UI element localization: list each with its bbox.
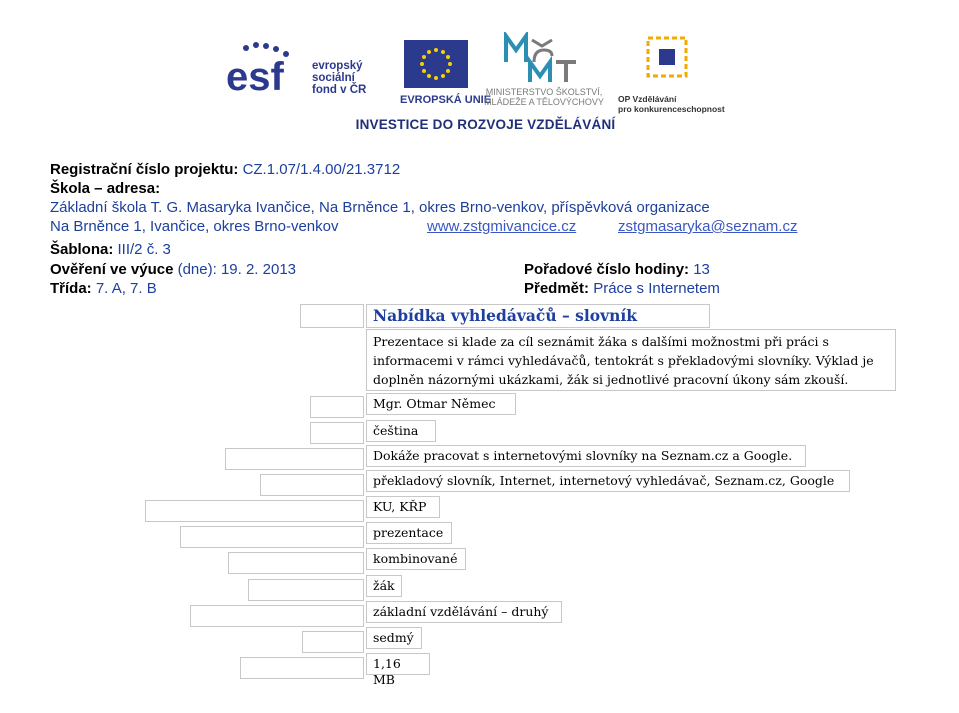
subject-line [524, 279, 720, 298]
school-label-text: Škola – adresa: [50, 180, 161, 197]
meta-value: čeština [366, 420, 436, 442]
subject-value: Práce s Internetem [593, 280, 720, 297]
label-cell [145, 500, 364, 522]
meta-value: Mgr. Otmar Němec [366, 393, 516, 415]
esf-text [312, 60, 366, 96]
meta-value: Dokáže pracovat s internetovými slovníky na Seznam.cz a Google. [366, 445, 806, 467]
msmt-text [469, 87, 619, 107]
meta-value: KU, KŘP [366, 496, 440, 518]
lesson-value: 13 [693, 261, 710, 278]
meta-value: základní vzdělávání – druhý [366, 601, 562, 623]
label-cell [190, 605, 364, 627]
lesson-label: Pořadové číslo hodiny: [524, 261, 690, 278]
meta-value-annotation: Prezentace si klade za cíl seznámit žáka s dalšími možnostmi při práci s informacemi v rámci vyhledávačů, tentokrát s překladovými slovníky. Výklad je doplněn názornými ukázkami, žák si jednotlivé pracovní úkony sám zkouší. [366, 329, 896, 391]
label-cell [225, 448, 364, 470]
logo-banner [204, 14, 767, 147]
meta-value: žák [366, 575, 402, 597]
op-logo-icon [644, 34, 690, 86]
school-address-line2 [50, 217, 338, 236]
lesson-line [524, 260, 710, 279]
class-value: 7. A, 7. B [95, 280, 157, 297]
label-cell [302, 631, 364, 653]
msmt-line: MINISTERSTVO ŠKOLSTVÍ, [485, 87, 603, 97]
template-line [50, 240, 171, 259]
verify-value: (dne): 19. 2. 2013 [177, 261, 297, 278]
op-text [618, 94, 743, 114]
reg-value: CZ.1.07/1.4.00/21.3712 [242, 161, 401, 178]
meta-value: sedmý [366, 627, 422, 649]
school-label [50, 179, 160, 198]
msmt-line: MLÁDEŽE A TĚLOVÝCHOVY [484, 97, 604, 107]
label-cell [228, 552, 364, 574]
label-cell [310, 396, 364, 418]
eu-flag-icon [404, 40, 468, 88]
esf-logo-icon [226, 40, 301, 92]
eu-label: EVROPSKÁ UNIE [400, 94, 492, 106]
label-cell [300, 304, 364, 328]
meta-value: překladový slovník, Internet, internetový vyhledávač, Seznam.cz, Google [366, 470, 850, 492]
svg-text:esf: esf [226, 55, 284, 92]
reg-label: Registrační číslo projektu: [50, 161, 239, 178]
label-cell [260, 474, 364, 496]
email-link[interactable]: zstgmasaryka@seznam.cz [618, 218, 798, 235]
esf-line: sociální [312, 72, 355, 84]
verify-line [50, 260, 296, 279]
op-line: OP Vzdělávání [618, 94, 677, 104]
label-cell [248, 579, 364, 601]
op-line: pro konkurenceschopnost [618, 104, 725, 114]
label-cell [180, 526, 364, 548]
reg-number-line [50, 160, 400, 179]
esf-line: evropský [312, 60, 363, 72]
meta-value-title: Nabídka vyhledávačů – slovník [366, 304, 710, 328]
esf-line: fond v ČR [312, 84, 367, 96]
invest-slogan: INVESTICE DO ROZVOJE VZDĚLÁVÁNÍ [355, 117, 616, 132]
school-address-text: Na Brněnce 1, Ivančice, okres Brno-venkov [50, 218, 339, 235]
template-value: III/2 č. 3 [117, 241, 171, 258]
msmt-logo-icon [504, 32, 578, 84]
class-line [50, 279, 157, 298]
school-address-line1: Základní škola T. G. Masaryka Ivančice, Na Brněnce 1, okres Brno-venkov, příspěvková organizace [50, 199, 710, 216]
meta-value: kombinované [366, 548, 466, 570]
verify-label: Ověření ve výuce [50, 261, 174, 278]
meta-value: 1,16 MB [366, 653, 430, 675]
subject-label: Předmět: [524, 280, 590, 297]
template-label: Šablona: [50, 241, 114, 258]
class-label: Třída: [50, 280, 92, 297]
label-cell [240, 657, 364, 679]
label-cell [310, 422, 364, 444]
meta-value: prezentace [366, 522, 452, 544]
website-link[interactable]: www.zstgmivancice.cz [427, 218, 577, 235]
